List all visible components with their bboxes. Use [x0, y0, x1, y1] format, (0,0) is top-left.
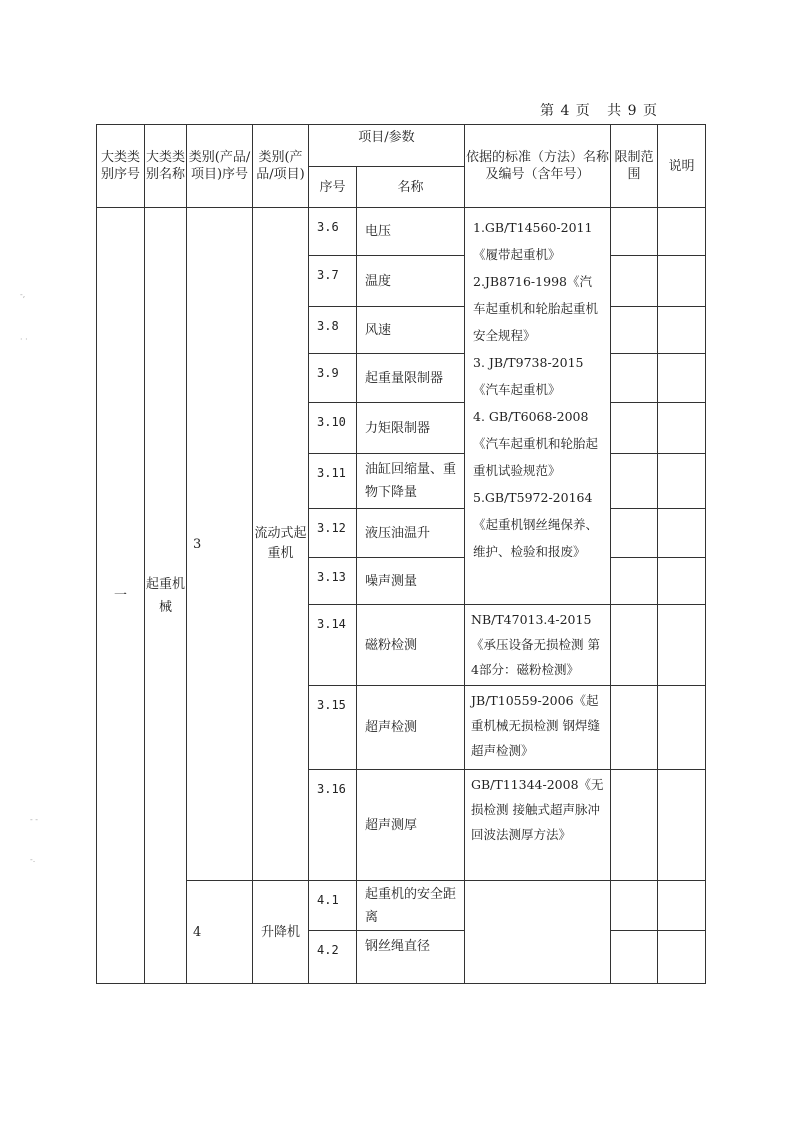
qualification-table [96, 124, 706, 984]
page-number: 第 4 页 共 9 页 [540, 103, 658, 119]
remark-cell [658, 208, 706, 256]
item-name: 电压 [357, 208, 465, 256]
remark-cell [658, 509, 706, 558]
standard-entry: NB/T47013.4-2015《承压设备无损检测 第4部分：磁粉检测》 [465, 605, 611, 686]
standard-entry-empty [465, 881, 611, 984]
header-category-name: 类别(产品/项目) [253, 125, 309, 208]
standard-entry: 2.JB8716-1998《汽车起重机和轮胎起重机安全规程》 [473, 274, 599, 343]
scan-mark: - - [30, 815, 38, 824]
category-no: 3 [187, 208, 253, 881]
item-name: 超声测厚 [357, 770, 465, 881]
limit-cell [611, 931, 658, 984]
item-name: 液压油温升 [357, 509, 465, 558]
major-category-no: 一 [97, 208, 145, 984]
item-no: 3.13 [309, 558, 357, 605]
standard-group [465, 208, 611, 605]
category-name: 升降机 [253, 881, 309, 984]
item-no: 3.11 [309, 454, 357, 509]
limit-cell [611, 403, 658, 454]
header-item-no: 序号 [309, 167, 357, 208]
header-limit-scope: 限制范围 [611, 125, 658, 208]
header-major-category-no: 大类类别序号 [97, 125, 145, 208]
remark-cell [658, 454, 706, 509]
item-name: 油缸回缩量、重物下降量 [357, 454, 465, 509]
remark-cell [658, 931, 706, 984]
standard-entry: 3. JB/T9738-2015《汽车起重机》 [473, 355, 584, 397]
item-no: 4.1 [309, 881, 357, 931]
item-no: 3.8 [309, 307, 357, 354]
header-standard: 依据的标准（方法）名称及编号（含年号） [465, 125, 611, 208]
item-no: 3.10 [309, 403, 357, 454]
remark-cell [658, 354, 706, 403]
header-category-no: 类别(产品/项目)序号 [187, 125, 253, 208]
standard-entry: JB/T10559-2006《起重机械无损检测 钢焊缝超声检测》 [465, 686, 611, 770]
limit-cell [611, 354, 658, 403]
item-no: 3.6 [309, 208, 357, 256]
remark-cell [658, 605, 706, 686]
major-category-name: 起重机械 [145, 208, 187, 984]
item-name: 噪声测量 [357, 558, 465, 605]
item-no: 3.15 [309, 686, 357, 770]
item-name: 风速 [357, 307, 465, 354]
item-name: 超声检测 [357, 686, 465, 770]
item-name: 磁粉检测 [357, 605, 465, 686]
limit-cell [611, 256, 658, 307]
category-no: 4 [187, 881, 253, 984]
category-name: 流动式起重机 [253, 208, 309, 881]
limit-cell [611, 558, 658, 605]
item-name: 起重量限制器 [357, 354, 465, 403]
scan-mark: · · [20, 335, 28, 344]
standard-entry: GB/T11344-2008《无损检测 接触式超声脉冲回波法测厚方法》 [465, 770, 611, 881]
remark-cell [658, 307, 706, 354]
scan-mark: -, [20, 290, 26, 299]
header-remark: 说明 [658, 125, 706, 208]
item-no: 3.7 [309, 256, 357, 307]
remark-cell [658, 881, 706, 931]
item-no: 3.16 [309, 770, 357, 881]
standard-entry: 4. GB/T6068-2008《汽车起重机和轮胎起重机试验规范》 [473, 409, 599, 478]
item-no: 3.14 [309, 605, 357, 686]
item-name: 温度 [357, 256, 465, 307]
remark-cell [658, 403, 706, 454]
header-major-category-name: 大类类别名称 [145, 125, 187, 208]
limit-cell [611, 307, 658, 354]
item-no: 4.2 [309, 931, 357, 984]
limit-cell [611, 208, 658, 256]
header-item-param: 项目/参数 [309, 125, 465, 167]
limit-cell [611, 881, 658, 931]
remark-cell [658, 686, 706, 770]
item-no: 3.12 [309, 509, 357, 558]
item-no: 3.9 [309, 354, 357, 403]
limit-cell [611, 454, 658, 509]
remark-cell [658, 770, 706, 881]
header-item-name: 名称 [357, 167, 465, 208]
limit-cell [611, 605, 658, 686]
item-name: 钢丝绳直径 [357, 931, 465, 984]
limit-cell [611, 509, 658, 558]
item-name: 起重机的安全距离 [357, 881, 465, 931]
scan-mark: -. [30, 855, 36, 864]
item-name: 力矩限制器 [357, 403, 465, 454]
remark-cell [658, 558, 706, 605]
remark-cell [658, 256, 706, 307]
standard-entry: 1.GB/T14560-2011《履带起重机》 [473, 220, 593, 262]
limit-cell [611, 770, 658, 881]
limit-cell [611, 686, 658, 770]
standard-entry: 5.GB/T5972-20164《起重机钢丝绳保养、维护、检验和报废》 [473, 490, 599, 559]
